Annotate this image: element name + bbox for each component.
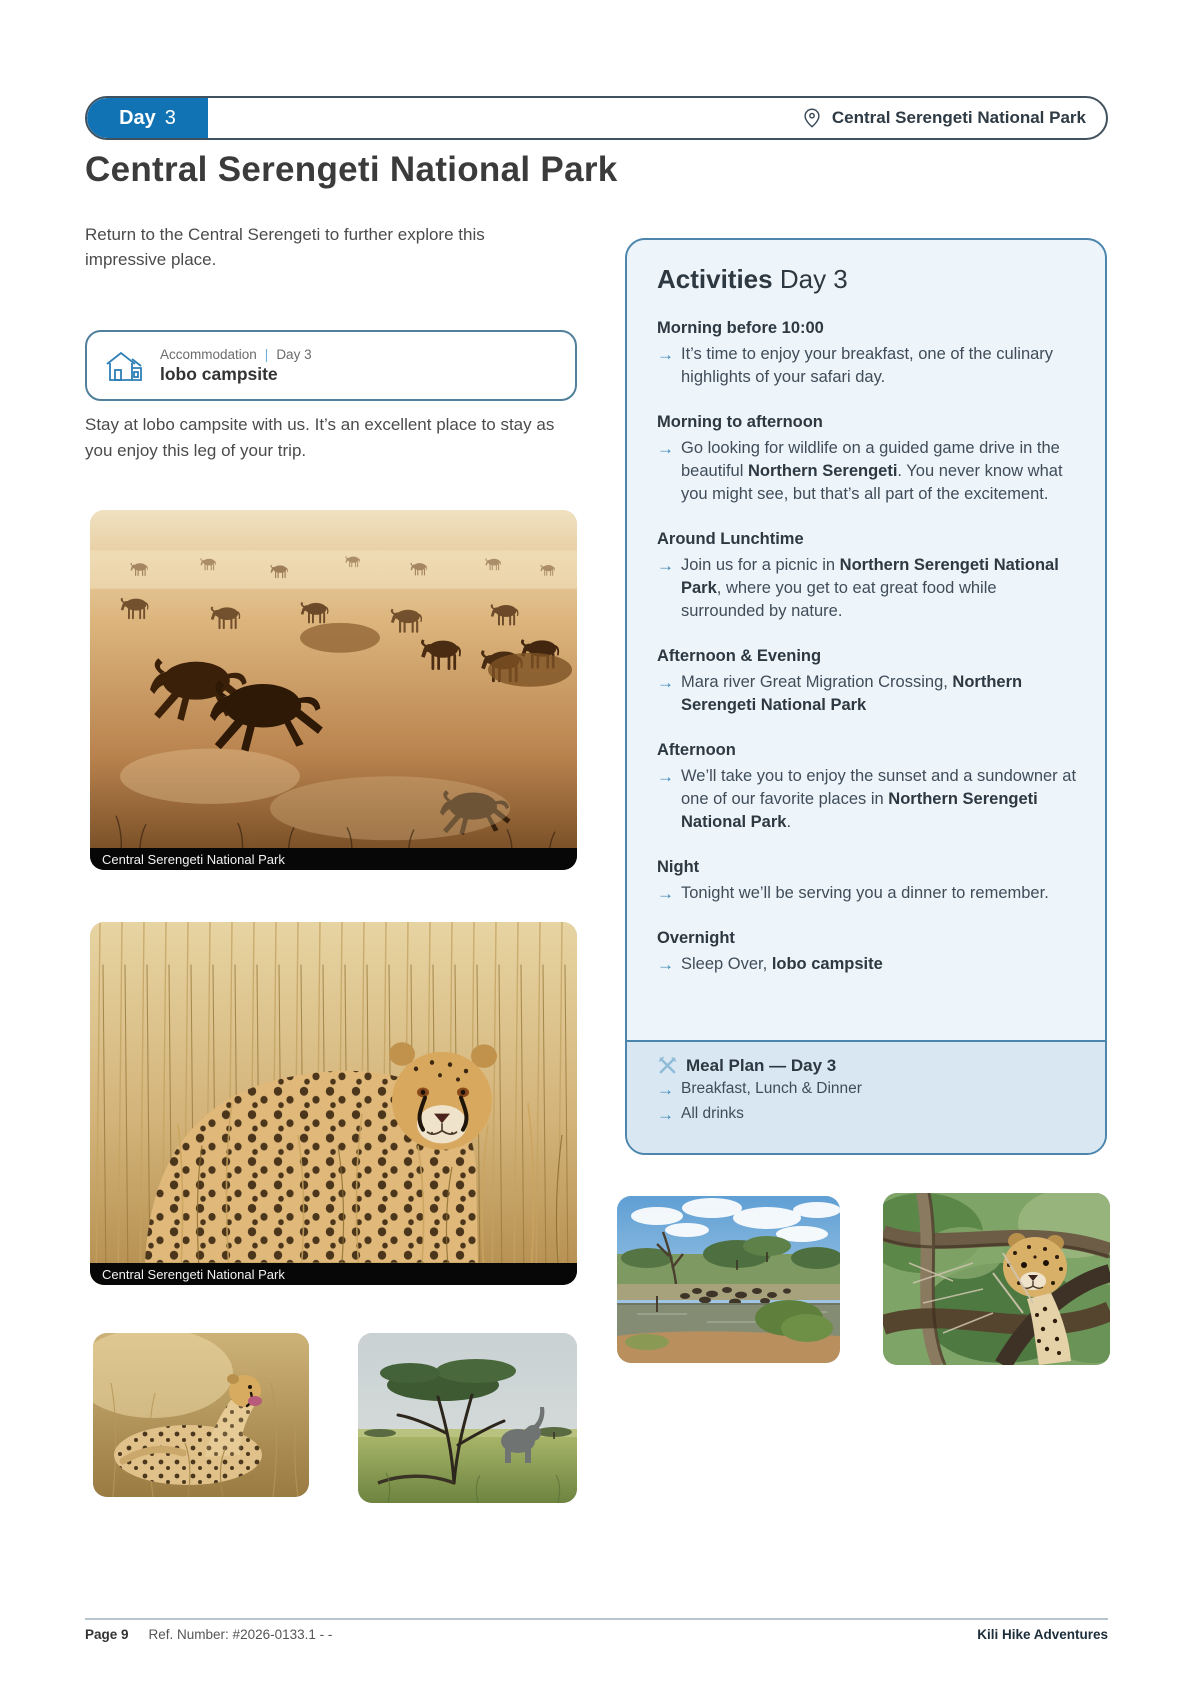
arrow-icon: → [657,955,674,974]
photo-caption: Central Serengeti National Park [90,1263,577,1285]
arrow-icon: → [657,884,674,903]
page-number: Page 9 [85,1627,129,1642]
activity-item-text: Tonight we’ll be serving you a dinner to remember. [681,884,1049,902]
activity-item-text: Mara river Great Migration Crossing, Northern Serengeti National Park [681,673,1023,714]
arrow-icon: → [657,1105,674,1124]
location-pin-icon [801,107,823,129]
photo-acacia-elephant [358,1333,577,1503]
location-label: Central Serengeti National Park [831,108,1086,127]
accommodation-separator: | [264,346,269,362]
activity-item [657,765,1079,834]
meal-plan-title: Meal Plan — Day 3 [686,1055,837,1075]
activity-time-heading: Night [657,858,700,876]
day-badge [87,98,208,138]
wildebeest-photo [90,510,577,870]
activity-time-heading: Afternoon [657,741,736,759]
header-location [801,107,1106,129]
activity-item-text: All drinks [681,1105,744,1122]
activity-item-text: We’ll take you to enjoy the sunset and a sundowner at one of our favorite places in Northern Serengeti National Park. [681,767,1077,831]
activities-main [627,240,1105,1040]
photo-caption: Central Serengeti National Park [90,848,577,870]
activity-item-text: It’s time to enjoy your breakfast, one of the culinary highlights of your safari day. [681,345,1054,386]
accommodation-card [85,330,577,401]
accommodation-label: Accommodation [160,346,257,362]
arrow-icon: → [657,1080,674,1099]
photo-watering-hole [617,1196,840,1363]
activities-sections [657,317,1079,976]
activities-title [657,264,1079,295]
activity-section [657,739,1079,834]
activity-section [657,645,1079,717]
meal-plan-section [627,1040,1105,1153]
meal-plan-title-row [657,1055,1079,1076]
page-title: Central Serengeti National Park [85,150,618,189]
activity-item [657,437,1079,506]
ref-number: Ref. Number: #2026-0133.1 - - [148,1627,333,1642]
meal-plan-items [657,1078,1079,1126]
activity-item-text: Sleep Over, lobo campsite [681,955,883,973]
accommodation-name: lobo campsite [160,363,278,384]
activities-title-bold: Activities [657,264,773,294]
arrow-icon: → [657,673,674,692]
activity-item [657,953,1079,976]
footer-divider [85,1618,1108,1620]
stay-paragraph: Stay at lobo campsite with us. It’s an excellent place to stay as you enjoy this leg of your trip. [85,415,555,460]
activity-item [657,671,1079,717]
activity-item [657,343,1079,389]
house-icon [103,346,145,386]
arrow-icon: → [657,345,674,364]
activity-section [657,927,1079,976]
activity-item [657,554,1079,623]
meal-plan-item [657,1103,1079,1126]
meal-plan-item [657,1078,1079,1101]
arrow-icon: → [657,556,674,575]
arrow-icon: → [657,767,674,786]
activity-section [657,856,1079,905]
activities-panel [625,238,1107,1155]
activity-time-heading: Overnight [657,929,735,947]
day-label: Day [119,106,156,129]
header-pill [85,96,1108,140]
activity-time-heading: Around Lunchtime [657,530,804,548]
photo-leopard [883,1193,1110,1365]
activity-item-text: Breakfast, Lunch & Dinner [681,1080,862,1097]
activities-title-rest: Day 3 [772,264,848,294]
activity-time-heading: Morning to afternoon [657,413,823,431]
activity-item-text: Go looking for wildlife on a guided game drive in the beautiful Northern Serengeti. You never know what you might see, but that’s all part of the excitement. [681,439,1063,503]
footer [85,1627,1108,1642]
day-number: 3 [164,106,176,129]
activity-time-heading: Afternoon & Evening [657,647,822,665]
activity-time-heading: Morning before 10:00 [657,319,824,337]
intro-paragraph: Return to the Central Serengeti to further explore this impressive place. [85,225,485,270]
photo-cheetah-resting [93,1333,309,1497]
accommodation-text [160,347,312,385]
activity-section [657,411,1079,506]
accommodation-day: Day 3 [276,346,312,362]
brand-name: Kili Hike Adventures [977,1627,1108,1642]
activity-item [657,882,1079,905]
cheetah-photo [90,922,577,1285]
activity-section [657,528,1079,623]
activity-section [657,317,1079,389]
activity-item-text: Join us for a picnic in Northern Serengeti National Park, where you get to eat great food while surrounded by nature. [681,556,1059,620]
arrow-icon: → [657,439,674,458]
meal-plan-icon [657,1055,678,1076]
